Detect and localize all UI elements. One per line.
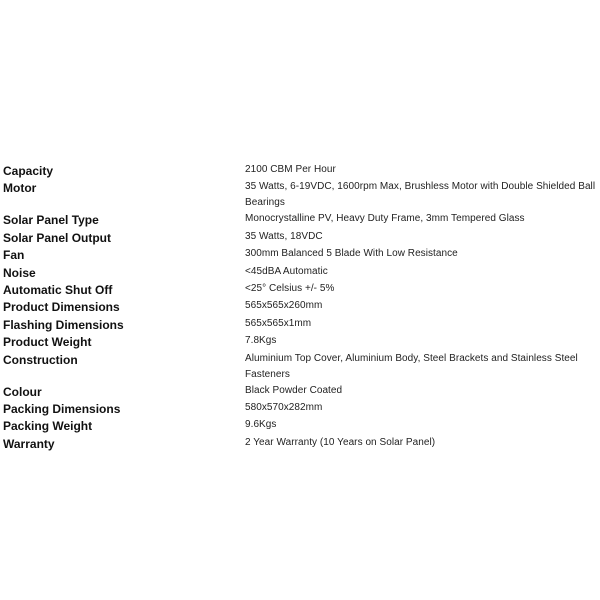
spec-label: Packing Dimensions: [3, 401, 121, 416]
spec-label: Colour: [3, 384, 42, 399]
spec-value: Monocrystalline PV, Heavy Duty Frame, 3mm Tempered Glass: [245, 213, 525, 225]
specifications-table: [3, 162, 597, 452]
spec-label: Fan: [3, 248, 25, 263]
spec-row-solar-panel-output: [3, 229, 597, 246]
spec-row-warranty: [3, 435, 597, 452]
spec-value: 2100 CBM Per Hour: [245, 164, 336, 175]
spec-value: <45dBA Automatic: [245, 265, 328, 277]
spec-row-construction: [3, 351, 597, 383]
spec-value: 565x565x260mm: [245, 300, 323, 312]
spec-label: Packing Weight: [3, 419, 93, 434]
spec-value: 2 Year Warranty (10 Years on Solar Panel): [245, 436, 436, 448]
spec-label: Flashing Dimensions: [3, 317, 124, 332]
spec-row-fan: [3, 246, 597, 263]
spec-row-solar-panel-type: [3, 211, 597, 228]
spec-label: Warranty: [3, 436, 55, 451]
spec-value: 580x570x282mm: [245, 401, 323, 413]
spec-value: 35 Watts, 6-19VDC, 1600rpm Max, Brushless Motor with Double Shielded Ball Bearings: [245, 181, 596, 209]
spec-row-capacity: [3, 162, 597, 179]
spec-value: Black Powder Coated: [245, 384, 343, 396]
spec-label: Motor: [3, 181, 37, 196]
spec-row-product-weight: [3, 333, 597, 350]
spec-label: Solar Panel Output: [3, 230, 112, 245]
spec-row-packing-weight: [3, 417, 597, 434]
spec-row-motor: [3, 179, 597, 211]
spec-label: Construction: [3, 352, 78, 367]
spec-row-automatic-shut-off: [3, 281, 597, 298]
spec-label: Product Weight: [3, 335, 92, 350]
spec-value: 565x565x1mm: [245, 317, 312, 329]
spec-label: Noise: [3, 265, 36, 280]
spec-value: 35 Watts, 18VDC: [245, 230, 323, 242]
spec-value: 7.8Kgs: [245, 335, 277, 347]
spec-value: 9.6Kgs: [245, 419, 277, 431]
spec-label: Capacity: [3, 164, 54, 178]
spec-label: Automatic Shut Off: [3, 282, 113, 297]
spec-row-noise: [3, 264, 597, 281]
spec-row-packing-dimensions: [3, 400, 597, 417]
spec-value: <25° Celsius +/- 5%: [245, 282, 335, 294]
spec-label: Solar Panel Type: [3, 213, 99, 228]
spec-row-flashing-dimensions: [3, 316, 597, 333]
spec-value: 300mm Balanced 5 Blade With Low Resistance: [245, 248, 458, 260]
spec-value: Aluminium Top Cover, Aluminium Body, Steel Brackets and Stainless Steel Fasteners: [245, 352, 578, 380]
spec-row-product-dimensions: [3, 298, 597, 315]
spec-row-colour: [3, 383, 597, 400]
spec-label: Product Dimensions: [3, 300, 120, 315]
